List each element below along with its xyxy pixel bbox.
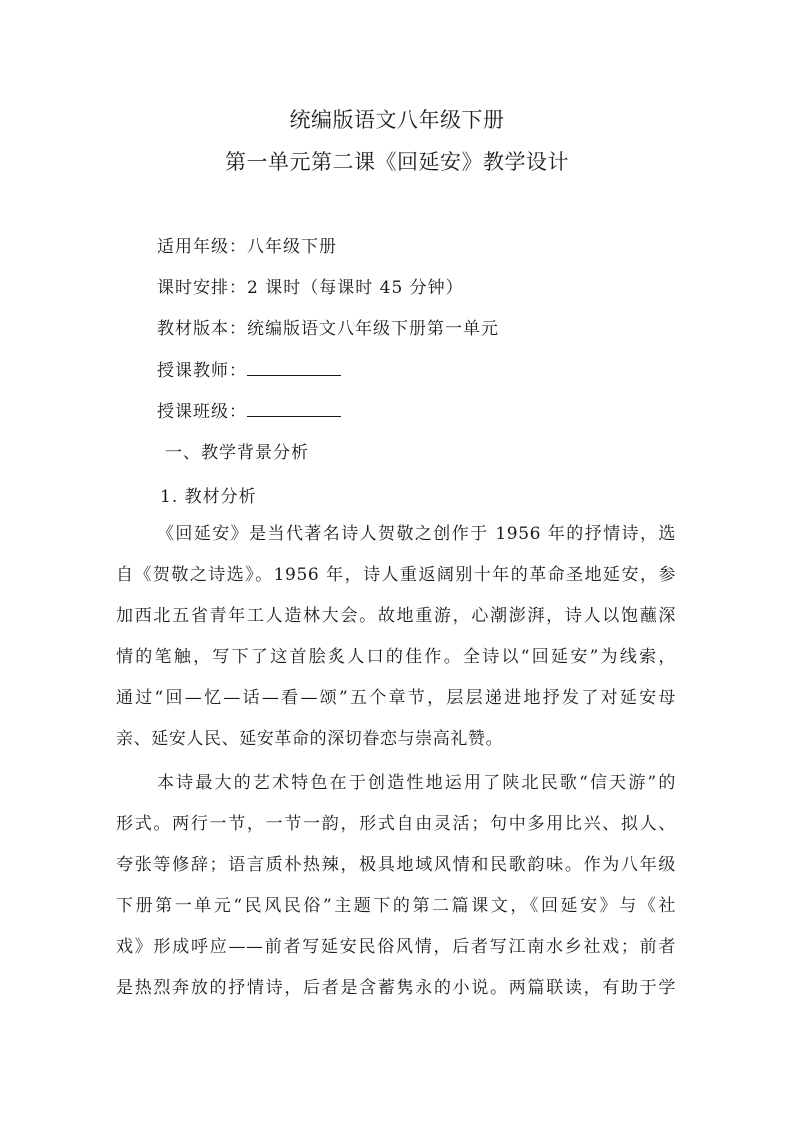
meta-teacher [157, 356, 341, 381]
meta-edition-label: 教材版本： [157, 319, 247, 339]
paragraph-1-line: 亲、延安人民、延安革命的深切眷恋与崇高礼赞。 [116, 729, 504, 749]
meta-schedule [157, 273, 464, 298]
paragraph-2-line: 形式。两行一节，一节一韵，形式自由灵活；句中多用比兴、拟人、 [116, 814, 676, 834]
subsection-heading: 1. 教材分析 [160, 487, 257, 507]
document-title-line1: 统编版语文八年级下册 [289, 108, 505, 132]
paragraph-2 [116, 763, 676, 1009]
meta-schedule-label: 课时安排： [157, 278, 247, 298]
meta-teacher-blank [247, 361, 341, 376]
paragraph-2-line: 本诗最大的艺术特色在于创造性地运用了陕北民歌“信天游”的 [157, 773, 676, 793]
meta-class-blank [247, 402, 341, 417]
meta-schedule-value: 2 课时（每课时 45 分钟） [247, 278, 464, 298]
paragraph-2-line: 戏》形成呼应——前者写延安民俗风情，后者写江南水乡社戏；前者 [116, 937, 676, 957]
meta-class [157, 397, 341, 422]
paragraph-2-line: 下册第一单元“民风民俗”主题下的第二篇课文，《回延安》与《社 [116, 896, 676, 916]
meta-grade [157, 232, 337, 257]
meta-grade-value: 八年级下册 [247, 237, 337, 257]
document-title-line2: 第一单元第二课《回延安》教学设计 [225, 150, 569, 174]
paragraph-1-line: 情的笔触，写下了这首脍炙人口的佳作。全诗以“回延安”为线索， [116, 647, 676, 667]
meta-class-label: 授课班级： [157, 402, 247, 422]
paragraph-1-line: 《回延安》是当代著名诗人贺敬之创作于 1956 年的抒情诗，选 [157, 524, 676, 544]
paragraph-2-line: 夸张等修辞；语言质朴热辣，极具地域风情和民歌韵味。作为八年级 [116, 855, 676, 875]
meta-grade-label: 适用年级： [157, 237, 247, 257]
paragraph-1 [116, 514, 676, 760]
section-heading: 一、教学背景分析 [165, 443, 309, 463]
paragraph-1-line: 加西北五省青年工人造林大会。故地重游，心潮澎湃，诗人以饱蘸深 [116, 606, 676, 626]
meta-teacher-label: 授课教师： [157, 361, 247, 381]
meta-edition-value: 统编版语文八年级下册第一单元 [247, 319, 499, 339]
meta-edition [157, 314, 499, 339]
paragraph-1-line: 自《贺敬之诗选》。1956 年，诗人重返阔别十年的革命圣地延安，参 [116, 565, 676, 585]
paragraph-2-line: 是热烈奔放的抒情诗，后者是含蓄隽永的小说。两篇联读，有助于学 [116, 978, 676, 998]
paragraph-1-line: 通过“回—忆—话—看—颂”五个章节，层层递进地抒发了对延安母 [116, 688, 676, 708]
